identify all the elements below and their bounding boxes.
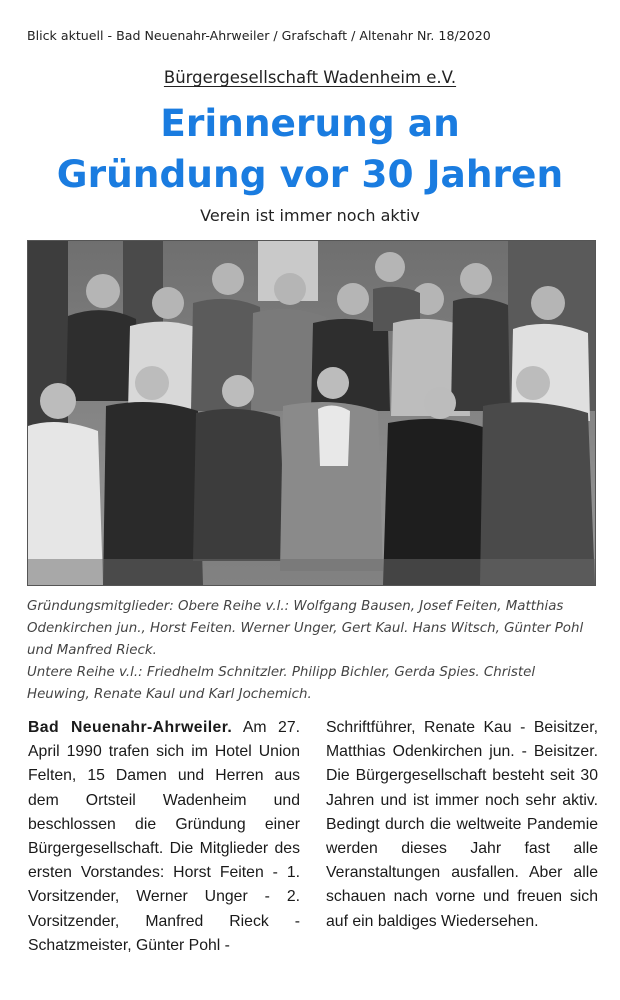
caption-bottom-row: Untere Reihe v.l.: Friedhelm Schnitzler. Philipp Bichler, Gerda Spies. Christel Heuwing, Renate Kaul und Karl Jochemich. (27, 665, 536, 702)
headline-line-1: Erinnerung an (160, 101, 460, 145)
group-photo (27, 240, 596, 586)
headline-line-2: Gründung vor 30 Jahren (56, 152, 564, 196)
article-kicker (0, 68, 620, 87)
body-paragraph-2: Schriftführer, Renate Kau - Beisitzer, Matthias Odenkirchen jun. - Beisitzer. Die Bürgergesellschaft besteht seit 30 Jahren und ist immer noch sehr aktiv. Bedingt durch die weltweite Pandemie werden dieses Jahr fast alle Veranstaltungen ausfallen. Aber alle schauen nach vorne und freuen sich auf ein baldiges Wiedersehen. (326, 719, 598, 930)
photo-caption (27, 596, 599, 706)
body-text-1: Am 27. April 1990 trafen sich im Hotel Union Felten, 15 Damen und Herren aus dem Ortsteil Wadenheim und beschlossen die Gründung einer Bürgergesellschaft. Die Mitglieder des ersten Vorstandes: Horst Feiten - 1. Vorsitzender, Werner Unger - 2. Vorsitzender, Manfred Rieck - Schatzmeister, Günter Pohl - (28, 719, 300, 954)
article-body (28, 716, 598, 958)
group-photo-illustration (28, 241, 595, 585)
article-subheadline: Verein ist immer noch aktiv (200, 206, 420, 225)
body-paragraph-1 (28, 716, 300, 958)
caption-top-row: Gründungsmitglieder: Obere Reihe v.l.: Wolfgang Bausen, Josef Feiten, Matthias Odenkirchen jun., Horst Feiten. Werner Unger, Gert Kaul. Hans Witsch, Günter Pohl und Manfred Rieck. (27, 599, 584, 658)
publication-header: Blick aktuell - Bad Neuenahr-Ahrweiler / Grafschaft / Altenahr Nr. 18/2020 (27, 28, 491, 43)
article-headline (0, 98, 620, 200)
dateline: Bad Neuenahr-Ahrweiler. (28, 719, 233, 736)
body-column-2 (326, 716, 598, 958)
kicker-text: Bürgergesellschaft Wadenheim e.V. (163, 68, 457, 87)
body-column-1 (28, 716, 300, 958)
